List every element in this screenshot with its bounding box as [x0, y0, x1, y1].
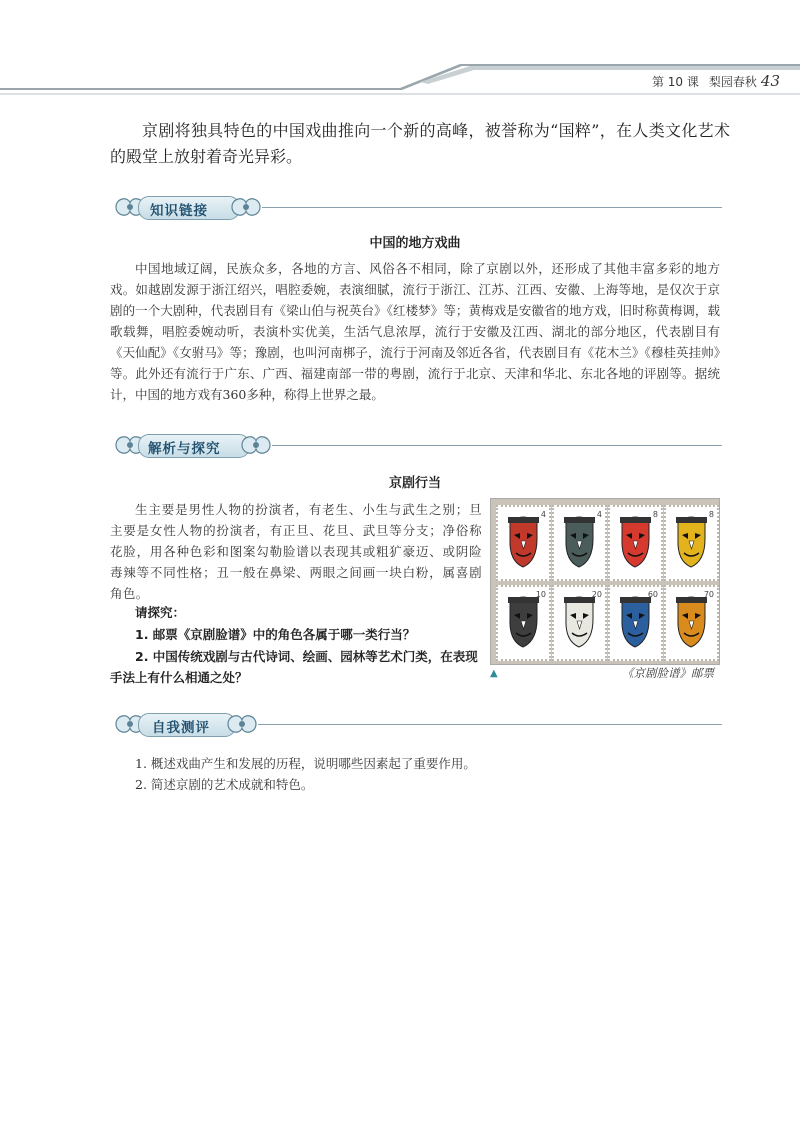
- opera-mask-stamp: [496, 505, 551, 581]
- question-1: 1. 邮票《京剧脸谱》中的角色各属于哪一类行当？: [135, 627, 416, 642]
- section-title: 中国的地方戏曲: [369, 236, 461, 251]
- cloud-ornament-icon: [224, 711, 260, 737]
- section-label: 自我测评: [152, 720, 210, 736]
- inquiry-prompt: 请探究：: [135, 605, 186, 620]
- roles-paragraph: 生主要是男性人物的扮演者，有老生、小生与武生之别；旦主要是女性人物的扮演者，有正旦、花旦、武旦等分支；净俗称花脸，用各种色彩和图案勾勒脸谱以表现其或粗犷豪迈、或阴险毒辣等不同性格；丑一般在鼻梁、两眼之间画一块白粉，属喜剧角色。: [110, 502, 482, 601]
- stamp-value: 60: [647, 590, 658, 599]
- section-banner-knowledge: [112, 194, 722, 220]
- image-caption: [490, 665, 718, 679]
- opera-mask-stamps-image: [490, 498, 720, 665]
- banner-rule: [258, 724, 722, 725]
- lesson-title: 梨园春秋: [708, 75, 757, 89]
- opera-mask-stamp: [552, 585, 607, 661]
- section-banner-self-test: [112, 711, 722, 737]
- triangle-marker-icon: ▲: [490, 668, 498, 679]
- stamp-value: 8: [708, 510, 714, 519]
- stamp-value: 10: [535, 590, 546, 599]
- section-label: 知识链接: [150, 203, 208, 219]
- section-label: 解析与探究: [148, 441, 221, 457]
- stamp-value: 8: [652, 510, 658, 519]
- banner-rule: [262, 207, 722, 208]
- cloud-ornament-icon: [238, 432, 274, 458]
- section-banner-analysis: [112, 432, 722, 458]
- stamp-value: 20: [591, 590, 602, 599]
- opera-mask-stamp: [664, 505, 719, 581]
- opera-mask-stamp: [552, 505, 607, 581]
- stamp-value: 4: [540, 510, 546, 519]
- cloud-ornament-icon: [228, 194, 264, 220]
- opera-mask-stamp: [608, 505, 663, 581]
- stamp-value: 4: [596, 510, 602, 519]
- self-test-item-2: 2. 简述京剧的艺术成就和特色。: [135, 777, 314, 792]
- intro-paragraph: 京剧将独具特色的中国戏曲推向一个新的高峰，被誉称为“国粹”，在人类文化艺术的殿堂上放射着奇光异彩。: [110, 121, 730, 166]
- opera-mask-stamp: [664, 585, 719, 661]
- running-header: [560, 72, 780, 90]
- local-opera-paragraph: 中国地域辽阔，民族众多，各地的方言、风俗各不相同，除了京剧以外，还形成了其他丰富多彩的地方戏。如越剧发源于浙江绍兴，唱腔委婉，表演细腻，流行于浙江、江苏、江西、安徽、上海等地，是仅次于京剧的一个大剧种，代表剧目有《梁山伯与祝英台》《红楼梦》等；黄梅戏是安徽省的地方戏，旧时称黄梅调，载歌载舞，唱腔委婉动听，表演朴实优美，生活气息浓厚，流行于安徽及江西、湖北的部分地区，代表剧目有《天仙配》《女驸马》等；豫剧，也叫河南梆子，流行于河南及邻近各省，代表剧目有《花木兰》《穆桂英挂帅》等。此外还有流行于广东、广西、福建南部一带的粤剧，流行于北京、天津和华北、东北各地的评剧等。据统计，中国的地方戏有360多种，称得上世界之最。: [110, 261, 720, 402]
- banner-rule: [272, 445, 722, 446]
- section-title: 京剧行当: [388, 476, 441, 491]
- opera-mask-stamp: [608, 585, 663, 661]
- stamp-value: 70: [703, 590, 714, 599]
- caption-text: 《京剧脸谱》邮票: [622, 666, 714, 680]
- question-2: 2. 中国传统戏剧与古代诗词、绘画、园林等艺术门类，在表现手法上有什么相通之处？: [110, 649, 478, 685]
- page-number: 43: [760, 72, 780, 90]
- lesson-number: 第 10 课: [651, 75, 699, 89]
- opera-mask-stamp: [496, 585, 551, 661]
- self-test-item-1: 1. 概述戏曲产生和发展的历程，说明哪些因素起了重要作用。: [135, 756, 476, 771]
